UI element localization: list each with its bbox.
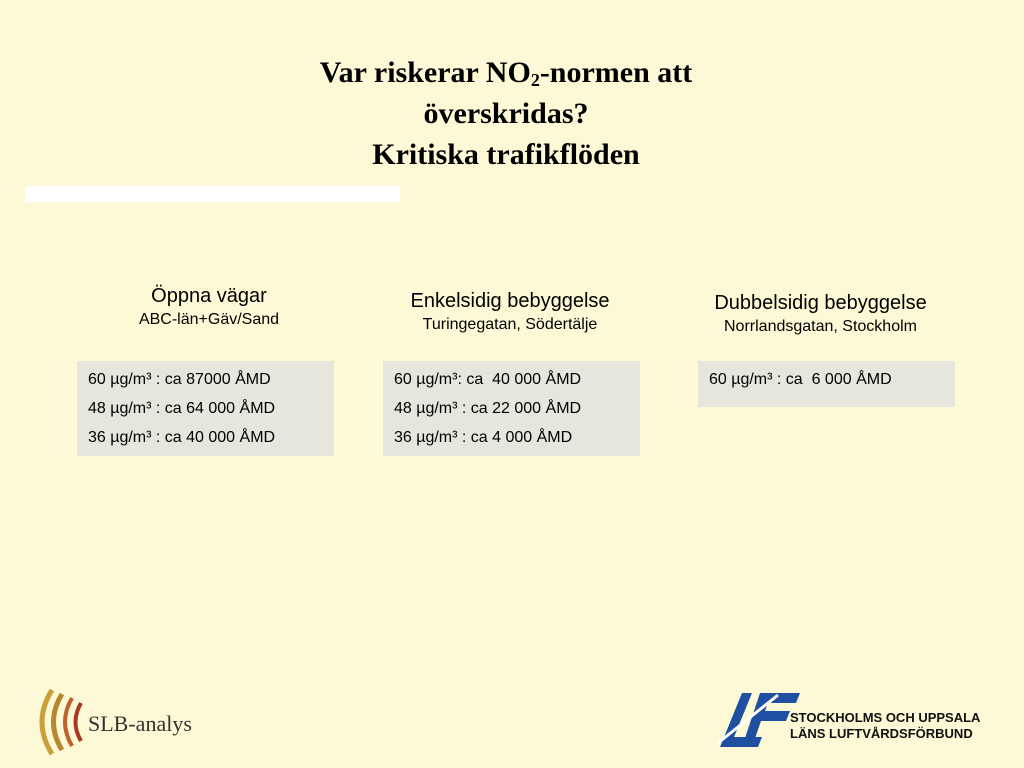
- title-line-3: Kritiska trafikflöden: [372, 138, 640, 171]
- luftvardsforbund-logo-text: [790, 710, 980, 742]
- column-heading: Öppna vägar: [151, 285, 267, 307]
- logo-text-line-1: STOCKHOLMS OCH UPPSALA: [790, 710, 981, 725]
- logo-text-line-2: LÄNS LUFTVÅRDSFÖRBUND: [790, 726, 973, 741]
- column-double-sided-buildings: [678, 290, 963, 338]
- threshold-box-double-sided: [698, 361, 955, 407]
- title-subscript: 2: [530, 70, 540, 90]
- threshold-row: 60 µg/m³ : ca 87000 ÅMD: [88, 371, 271, 388]
- column-subheading: ABC-län+Gäv/Sand: [138, 311, 280, 328]
- threshold-box-open-roads: [77, 361, 334, 456]
- threshold-row: 60 µg/m³: ca 40 000 ÅMD: [394, 371, 582, 388]
- threshold-box-single-sided: [383, 361, 640, 456]
- title-underline-bar: [25, 186, 400, 202]
- column-heading: Dubbelsidig bebyggelse: [714, 292, 927, 314]
- threshold-row: 48 µg/m³ : ca 22 000 ÅMD: [394, 400, 582, 417]
- title-line-1-start: Var riskerar NO: [319, 56, 531, 89]
- column-subheading: Norrlandsgatan, Stockholm: [724, 318, 917, 335]
- column-heading: Enkelsidig bebyggelse: [410, 290, 610, 312]
- column-single-sided-buildings: [375, 288, 645, 336]
- luftvardsforbund-logo-icon: [716, 693, 800, 749]
- threshold-row: 48 µg/m³ : ca 64 000 ÅMD: [88, 400, 276, 417]
- slide-title: [200, 52, 812, 175]
- title-line-1-end: -normen att: [539, 56, 693, 89]
- title-line-2: överskridas?: [423, 97, 589, 130]
- column-subheading: Turingegatan, Södertälje: [422, 316, 598, 333]
- threshold-row: 60 µg/m³ : ca 6 000 ÅMD: [709, 371, 892, 388]
- threshold-row: 36 µg/m³ : ca 40 000 ÅMD: [88, 429, 276, 446]
- threshold-row: 36 µg/m³ : ca 4 000 ÅMD: [394, 429, 573, 446]
- column-open-roads: [78, 283, 340, 331]
- title-line-1: [200, 52, 812, 93]
- slb-analys-logo-text: SLB-analys: [88, 711, 192, 736]
